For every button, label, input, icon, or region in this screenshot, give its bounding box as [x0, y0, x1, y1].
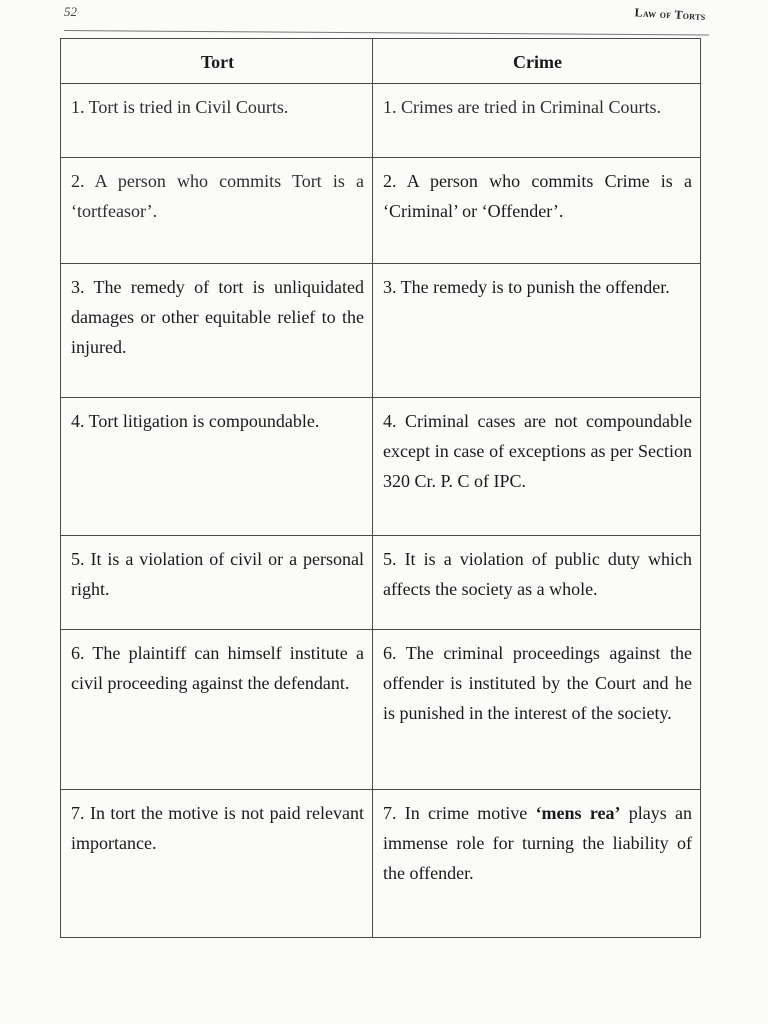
table-row — [61, 158, 701, 264]
crime-cell: 2. A person who commits Crime is a ‘Criminal’ or ‘Offender’. — [373, 158, 701, 264]
table-header-row — [61, 39, 701, 84]
header-rule — [64, 30, 709, 36]
crime-text-start: 7. In crime motive — [383, 803, 536, 823]
tort-cell: 5. It is a violation of civil or a personal right. — [61, 536, 373, 630]
tort-cell: 1. Tort is tried in Civil Courts. — [61, 84, 373, 158]
table-row — [61, 264, 701, 398]
table-row — [61, 536, 701, 630]
tort-cell: 2. A person who commits Tort is a ‘tortfeasor’. — [61, 158, 373, 264]
tort-cell: 7. In tort the motive is not paid relevant importance. — [61, 790, 373, 938]
column-header-tort: Tort — [61, 39, 373, 84]
table-row — [61, 398, 701, 536]
table-row — [61, 630, 701, 790]
crime-cell: 3. The remedy is to punish the offender. — [373, 264, 701, 398]
running-head: Law of Torts — [634, 5, 706, 23]
tort-cell: 4. Tort litigation is compoundable. — [61, 398, 373, 536]
tort-cell: 3. The remedy of tort is unliquidated damages or other equitable relief to the injured. — [61, 264, 373, 398]
crime-text-end: plays an immense role for turning the liability of the offender. — [383, 803, 693, 883]
crime-cell: 1. Crimes are tried in Criminal Courts. — [373, 84, 701, 158]
crime-cell: 4. Criminal cases are not compoundable except in case of exceptions as per Section 320 Cr. P. C of IPC. — [373, 398, 701, 536]
crime-cell — [373, 790, 701, 938]
table-row — [61, 84, 701, 158]
crime-cell: 6. The criminal proceedings against the offender is instituted by the Court and he is punished in the interest of the society. — [373, 630, 701, 790]
tort-vs-crime-table — [60, 38, 701, 938]
column-header-crime: Crime — [373, 39, 701, 84]
tort-cell: 6. The plaintiff can himself institute a civil proceeding against the defendant. — [61, 630, 373, 790]
mens-rea-term: ‘mens rea’ — [535, 803, 621, 823]
page-number: 52 — [64, 4, 77, 19]
crime-cell: 5. It is a violation of public duty which affects the society as a whole. — [373, 536, 701, 630]
table-row — [61, 790, 701, 938]
